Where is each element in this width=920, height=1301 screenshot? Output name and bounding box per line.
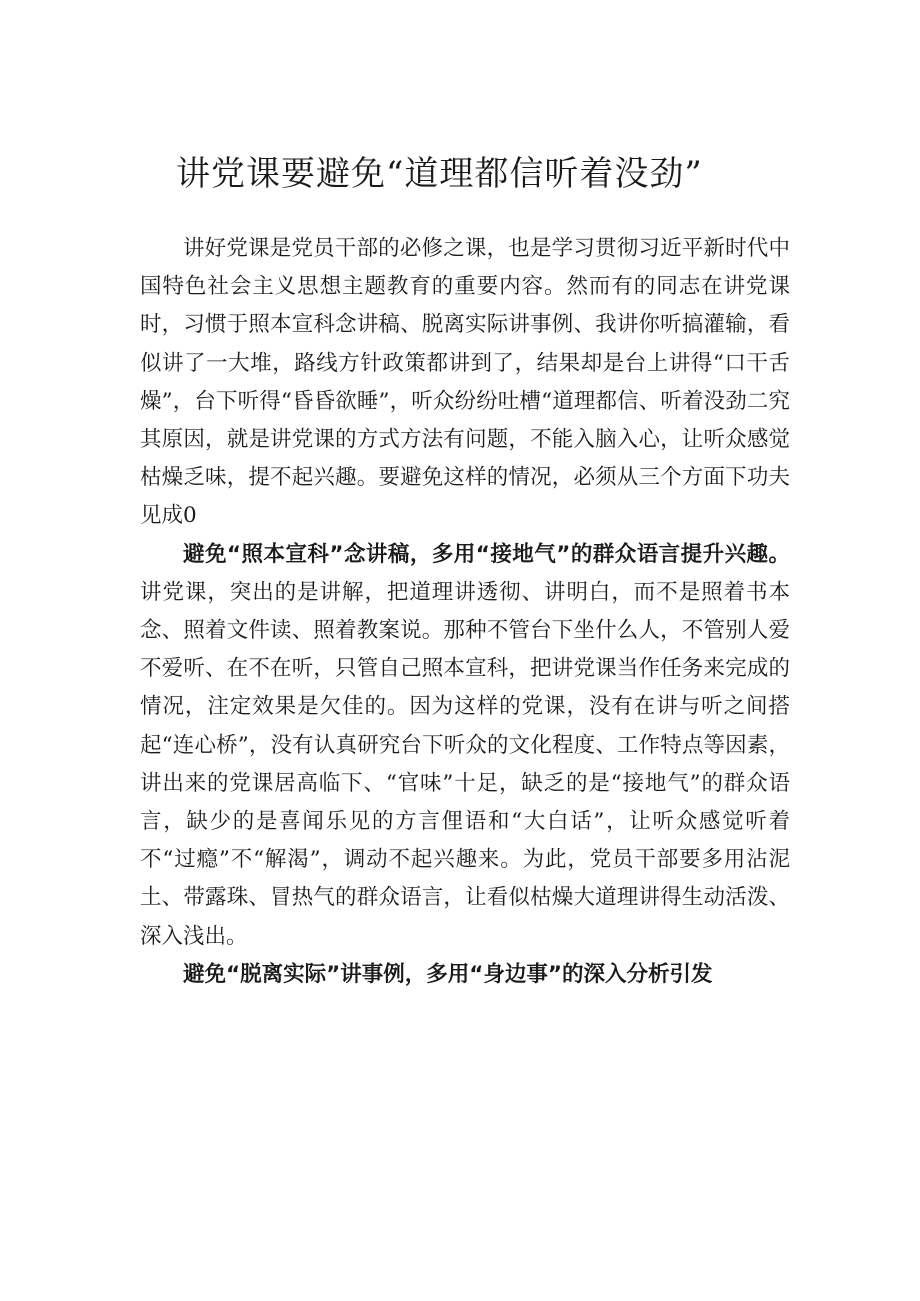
- paragraph-text: 讲好党课是党员干部的必修之课，也是学习贯彻习近平新时代中国特色社会主义思想主题教育的重要内容。然而有的同志在讲党课时，习惯于照本宣科念讲稿、脱离实际讲事例、我讲你听搞灌输，看似讲了一大堆，路线方针政策都讲到了，结果却是台上讲得“口干舌燥”，台下听得“昏昏欲睡”，听众纷纷吐槽“道理都信、听着没劲二究其原因，就是讲党课的方式方法有问题，不能入脑入心，让听众感觉枯燥乏味，提不起兴趣。要避免这样的情况，必须从三个方面下功夫见成0: [140, 236, 790, 529]
- paragraph-section-2: [140, 956, 790, 994]
- document-body: [140, 230, 790, 994]
- paragraph-text: 讲党课，突出的是讲解，把道理讲透彻、讲明白，而不是照着书本念、照着文件读、照着教案说。那种不管台下坐什么人，不管别人爱不爱听、在不在听，只管自己照本宣科，把讲党课当作任务来完成的情况，注定效果是欠佳的。因为这样的党课，没有在讲与听之间搭起“连心桥”，没有认真研究台下听众的文化程度、工作特点等因素，讲出来的党课居高临下、“官味”十足，缺乏的是“接地气”的群众语言，缺少的是喜闻乐见的方言俚语和“大白话”，让听众感觉听着不“过瘾”不“解渴”，调动不起兴趣来。为此，党员干部要多用沾泥土、带露珠、冒热气的群众语言，让看似枯燥大道理讲得生动活泼、深入浅出。: [140, 579, 790, 949]
- paragraph-intro: [140, 230, 790, 536]
- section-heading: 避免“脱离实际”讲事例，多用“身边事”的深入分析引发: [183, 961, 713, 987]
- document-title: 讲党课要避免“道理都信听着没劲”: [176, 154, 703, 194]
- section-heading: 避免“照本宣科”念讲稿，多用“接地气”的群众语言提升兴趣。: [183, 541, 790, 567]
- paragraph-section-1: [140, 536, 790, 956]
